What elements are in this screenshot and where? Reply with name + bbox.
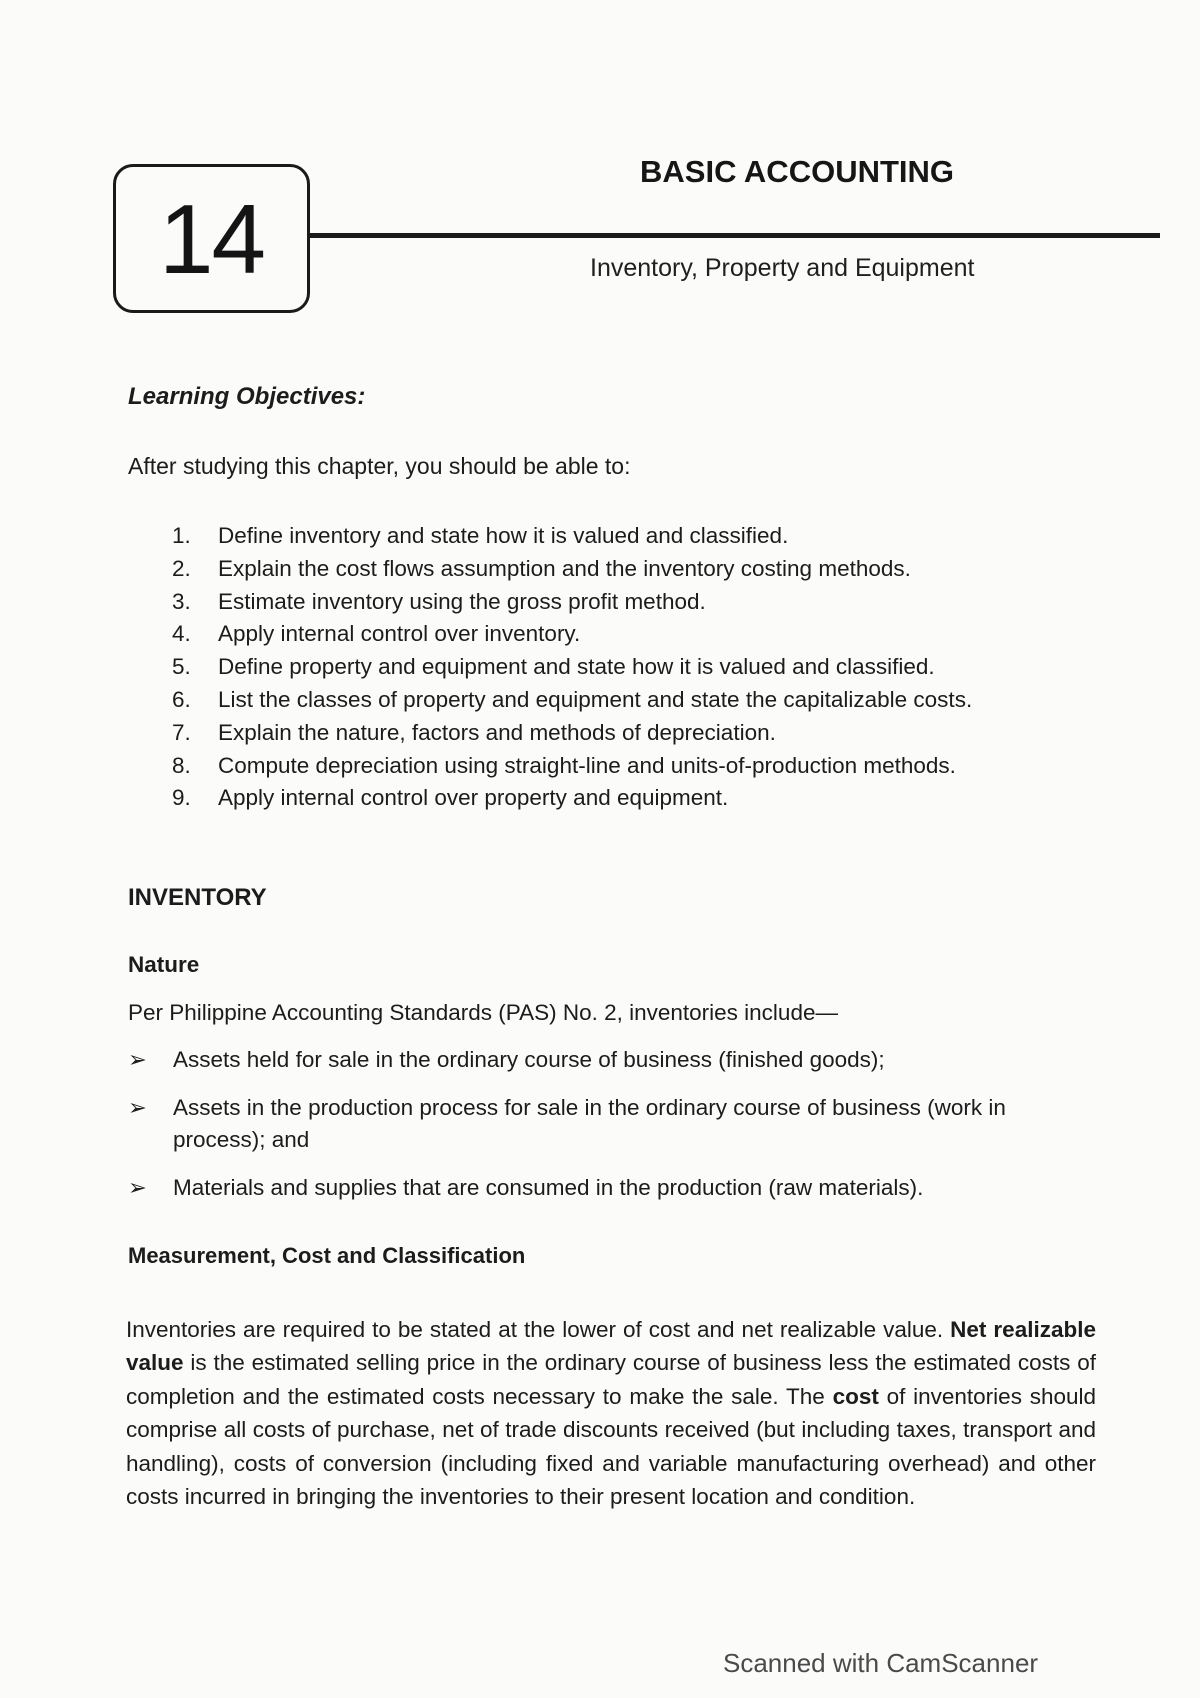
objective-text: Estimate inventory using the gross profit method. <box>218 588 706 614</box>
bullet-item <box>128 1092 1088 1156</box>
term-cost: cost <box>832 1383 879 1409</box>
objective-text: Explain the cost flows assumption and the inventory costing methods. <box>218 555 911 581</box>
nature-heading: Nature <box>128 952 200 977</box>
objective-item <box>172 684 1072 717</box>
objective-text: Apply internal control over property and equipment. <box>218 785 729 811</box>
measurement-heading: Measurement, Cost and Classification <box>128 1243 526 1268</box>
inventory-section-title: INVENTORY <box>128 884 267 911</box>
scanner-watermark: Scanned with CamScanner <box>723 1648 1039 1678</box>
objective-number: 3. <box>172 588 191 614</box>
pas-intro: Per Philippine Accounting Standards (PAS) No. 2, inventories include— <box>128 1000 838 1025</box>
book-title: BASIC ACCOUNTING <box>640 154 955 189</box>
arrow-bullet-icon: ➢ <box>128 1047 147 1072</box>
objective-item <box>172 651 1072 684</box>
arrow-bullet-icon: ➢ <box>128 1095 147 1120</box>
header-rule <box>308 233 1160 238</box>
arrow-bullet-icon: ➢ <box>128 1175 147 1200</box>
objective-text: Compute depreciation using straight-line and units-of-production methods. <box>218 752 956 778</box>
objective-text: Define inventory and state how it is valued and classified. <box>218 523 789 548</box>
objective-number: 2. <box>172 555 191 581</box>
objective-item <box>172 782 1072 815</box>
learning-objectives-heading: Learning Objectives: <box>128 383 366 410</box>
measurement-paragraph <box>126 1313 1096 1515</box>
objective-number: 1. <box>172 523 191 548</box>
objective-item <box>172 520 1072 553</box>
objective-item <box>172 586 1072 619</box>
objective-number: 7. <box>172 719 191 745</box>
paragraph-text: of inventories should comprise all costs of purchase, net of trade discounts received (but including taxes, transport and handling), costs of conversion (including fixed and variable manufacturing overhead) and other costs incurred in bringing the inventories to their present location and condition. <box>126 1383 1097 1510</box>
objectives-list <box>172 520 1072 815</box>
term-net-realizable-value: Net realizable value <box>126 1316 1096 1376</box>
objective-text: Apply internal control over inventory. <box>218 621 581 647</box>
chapter-number-box <box>113 164 310 313</box>
objective-text: List the classes of property and equipment and state the capitalizable costs. <box>218 686 973 712</box>
bullet-text: Assets in the production process for sale in the ordinary course of business (work in process); and <box>173 1095 1006 1152</box>
objective-number: 4. <box>172 621 191 647</box>
objective-text: Define property and equipment and state how it is valued and classified. <box>218 654 935 680</box>
objective-item <box>172 750 1072 783</box>
bullet-item <box>128 1172 1088 1204</box>
chapter-number: 14 <box>158 183 264 294</box>
objective-item <box>172 553 1072 586</box>
objectives-intro: After studying this chapter, you should be able to: <box>128 453 631 479</box>
paragraph-text: is the estimated selling price in the ordinary course of business less the estimated costs of completion and the estimated costs necessary to make the sale. The <box>126 1350 1096 1409</box>
inventory-bullet-list <box>128 1044 1088 1220</box>
objective-number: 5. <box>172 654 191 680</box>
objective-item <box>172 618 1072 651</box>
objective-item <box>172 717 1072 750</box>
chapter-subtitle: Inventory, Property and Equipment <box>590 254 975 282</box>
objective-number: 8. <box>172 752 191 778</box>
bullet-text: Assets held for sale in the ordinary course of business (finished goods); <box>173 1047 885 1072</box>
bullet-text: Materials and supplies that are consumed in the production (raw materials). <box>173 1175 924 1200</box>
paragraph-text: Inventories are required to be stated at the lower of cost and net realizable value. <box>126 1316 951 1342</box>
bullet-item <box>128 1044 1088 1076</box>
objective-number: 9. <box>172 785 191 811</box>
objective-text: Explain the nature, factors and methods of depreciation. <box>218 719 776 745</box>
objective-number: 6. <box>172 686 191 712</box>
